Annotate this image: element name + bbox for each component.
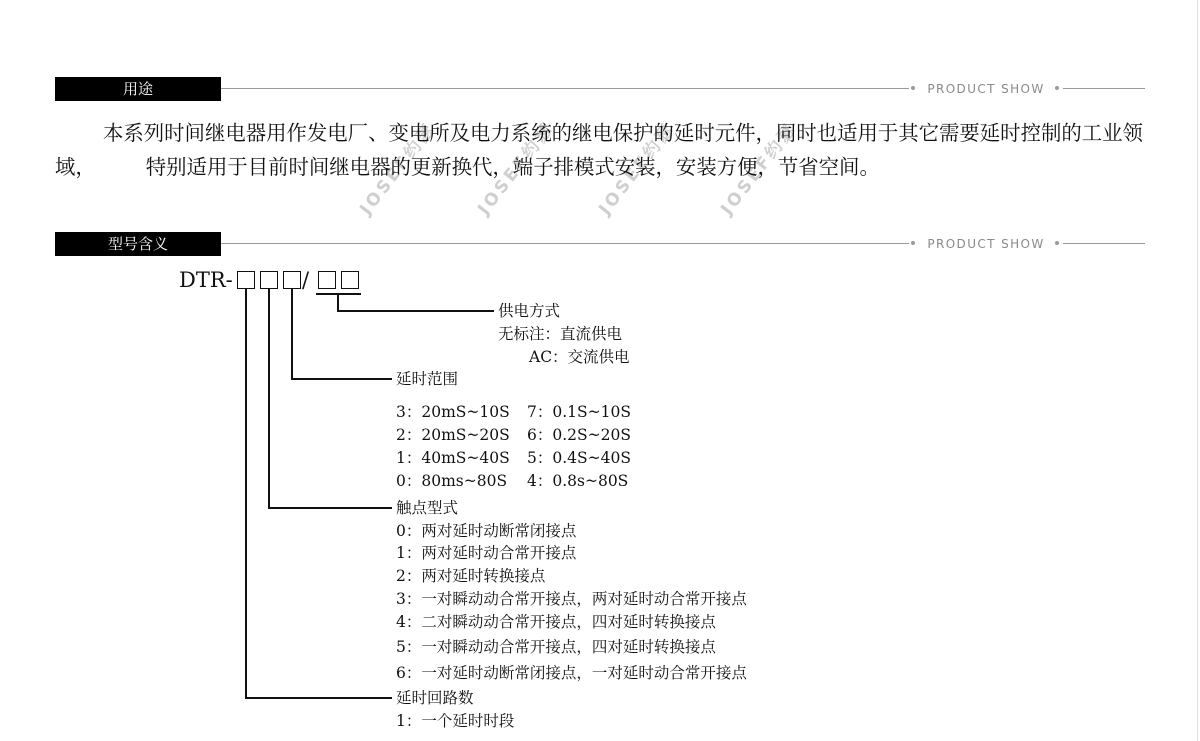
connector-range-h bbox=[291, 378, 392, 380]
contact-item: 3：一对瞬动动合常开接点，两对延时动合常开接点 bbox=[396, 590, 747, 608]
usage-text-b: 特别适用于目前时间继电器的更新换代，端子排模式安装，安装方便，节省空间。 bbox=[145, 155, 880, 179]
contact-title: 触点型式 bbox=[396, 499, 459, 517]
range-left: 2：20mS~20S bbox=[396, 426, 510, 444]
connector-range bbox=[291, 289, 293, 380]
connector-contact-h bbox=[268, 507, 392, 509]
power-dc: 无标注：直流供电 bbox=[498, 325, 623, 343]
code-box-power-2 bbox=[341, 271, 359, 289]
usage-paragraph bbox=[55, 116, 1147, 184]
watermark: JOSEF约瑟 bbox=[356, 119, 441, 219]
range-row bbox=[396, 447, 631, 470]
range-row bbox=[396, 470, 629, 493]
range-title: 延时范围 bbox=[396, 370, 459, 388]
header-dot bbox=[1055, 86, 1059, 90]
contact-item: 6：一对延时动断常闭接点，一对延时动合常开接点 bbox=[396, 664, 747, 682]
section-header-model bbox=[55, 232, 1145, 256]
code-box-power-1 bbox=[318, 271, 336, 289]
model-code-prefix: DTR- bbox=[179, 268, 233, 292]
range-right: 6：0.2S~20S bbox=[527, 426, 631, 444]
header-rule bbox=[1063, 243, 1145, 244]
code-box-circuits bbox=[237, 271, 255, 289]
contact-item: 2：两对延时转换接点 bbox=[396, 567, 546, 585]
connector-circuits-h bbox=[245, 697, 392, 699]
code-box-contact bbox=[260, 271, 278, 289]
header-rule bbox=[1063, 88, 1145, 89]
range-left: 1：40mS~40S bbox=[396, 449, 510, 467]
range-row bbox=[396, 424, 631, 447]
connector-contact bbox=[268, 289, 270, 509]
range-right: 7：0.1S~10S bbox=[527, 403, 631, 421]
product-show-label: PRODUCT SHOW bbox=[927, 82, 1045, 96]
contact-item: 0：两对延时动断常闭接点 bbox=[396, 522, 577, 540]
range-right: 5：0.4S~40S bbox=[527, 449, 631, 467]
header-rule bbox=[221, 243, 909, 244]
section-header-usage bbox=[55, 77, 1145, 101]
range-row bbox=[396, 401, 631, 424]
range-left: 0：80ms~80S bbox=[396, 472, 508, 490]
header-rule bbox=[221, 88, 909, 89]
header-dot bbox=[911, 86, 915, 90]
contact-item: 1：两对延时动合常开接点 bbox=[396, 544, 577, 562]
section-tab-usage: 用途 bbox=[55, 77, 221, 101]
range-left: 3：20mS~10S bbox=[396, 403, 510, 421]
circuits-title: 延时回路数 bbox=[396, 689, 474, 707]
product-show-label: PRODUCT SHOW bbox=[927, 237, 1045, 251]
watermark: JOSEF约瑟 bbox=[717, 119, 802, 219]
usage-text-a: 本系列时间继电器用作发电厂、变电所及电力系统的继电保护的延时元件，同时也适用于其它需要延时控制的工业领域， bbox=[55, 121, 1143, 179]
model-code-separator: / bbox=[302, 268, 310, 292]
contact-item: 5：一对瞬动动合常开接点，四对延时转换接点 bbox=[396, 638, 716, 656]
connector-circuits bbox=[245, 289, 247, 699]
connector-power-h bbox=[337, 310, 494, 312]
power-title: 供电方式 bbox=[498, 302, 561, 320]
header-dot bbox=[1055, 241, 1059, 245]
circuits-item: 1：一个延时时段 bbox=[396, 712, 515, 730]
watermark: JOSEF约瑟 bbox=[474, 119, 559, 219]
range-right: 4：0.8s~80S bbox=[527, 472, 629, 490]
contact-item: 4：二对瞬动动合常开接点，四对延时转换接点 bbox=[396, 613, 716, 631]
watermark: JOSEF约瑟 bbox=[595, 119, 680, 219]
page-edge-line bbox=[1197, 0, 1198, 741]
header-dot bbox=[911, 241, 915, 245]
code-box-range bbox=[283, 271, 301, 289]
section-tab-model: 型号含义 bbox=[55, 232, 221, 256]
power-ac: AC：交流供电 bbox=[529, 348, 630, 366]
